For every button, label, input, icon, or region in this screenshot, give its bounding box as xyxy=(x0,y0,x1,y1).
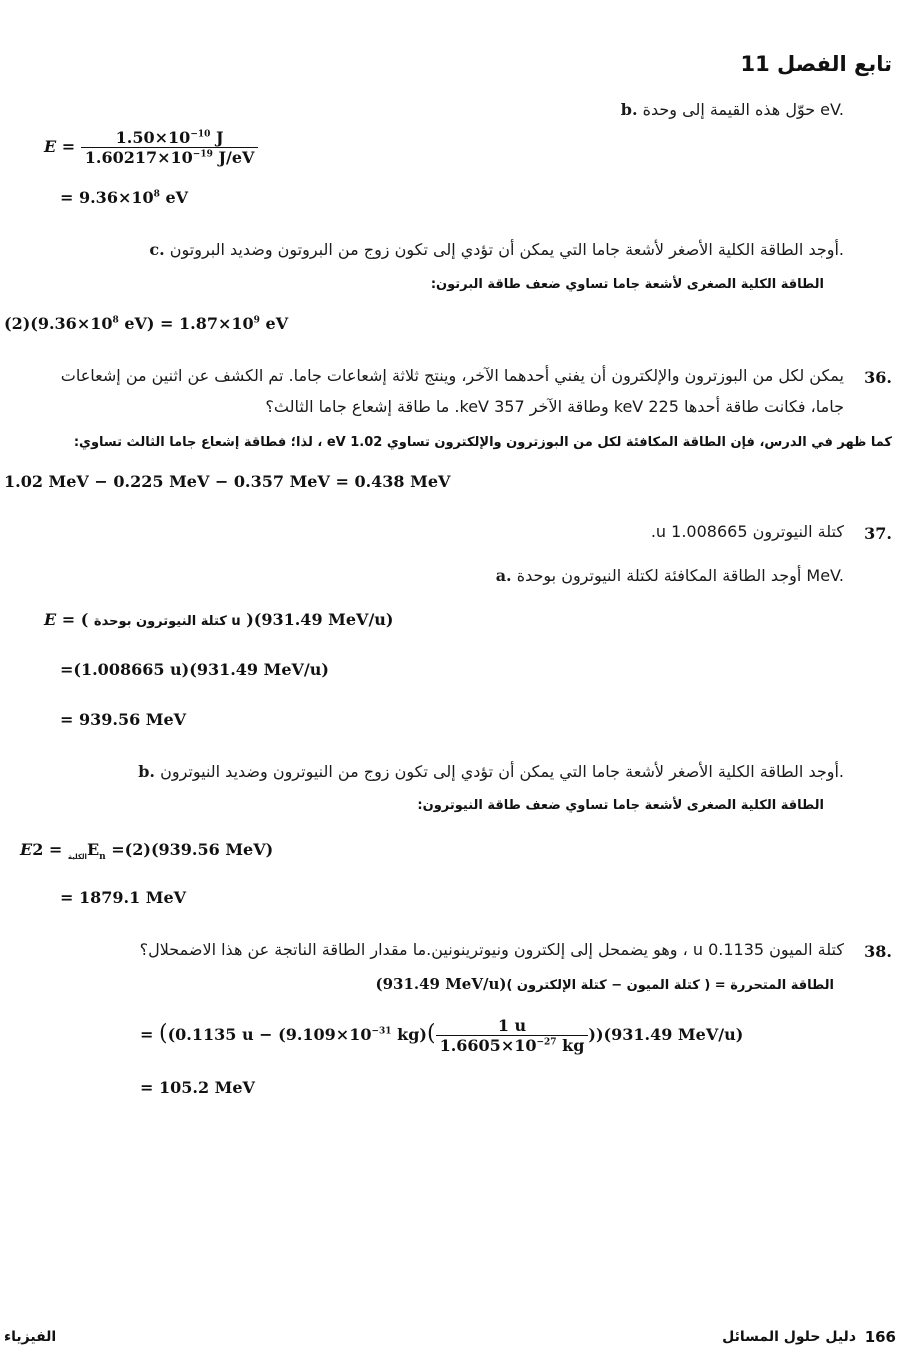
result-neutron-energy: = 939.56 MeV xyxy=(60,710,187,729)
calc-proton-pair: $(2)(9.36\times 10^8$ $eV) = 1.87\times 10^9$ eV xyxy=(4,314,289,333)
result-neutron-pair: = 1879.1 MeV xyxy=(60,888,187,907)
question-b-text: b. حوّل هذه القيمة إلى وحدة eV. xyxy=(620,100,844,119)
answer-note-neutron: الطاقة الكلية الصغرى لأشعة جاما تساوي ضعف طاقة النيوترون: xyxy=(417,798,824,813)
question-36-line2: جاما، فكانت طاقة أحدها 225 keV وطاقة الآخر 357 keV. ما طاقة إشعاع جاما الثالث؟ xyxy=(265,397,844,416)
calc-gamma-third: 1.02 MeV − 0.225 MeV − 0.357 MeV = 0.438 MeV xyxy=(4,472,451,491)
question-37-text: كتلة النيوترون 1.008665 u. xyxy=(650,522,844,541)
equation-energy-conversion: E = $\frac{1.50\times 10^{-10} J}{1.60217\times 10^{-19} J/eV}$ xyxy=(44,128,258,167)
question-38-text: كتلة الميون 0.1135 u ، وهو يضمحل إلى إلكترون ونيوترينونين.ما مقدار الطاقة الناتجة عن هذا الاضمحلال؟ xyxy=(139,940,844,959)
question-36-number: 36. xyxy=(864,368,892,387)
question-37-number: 37. xyxy=(864,524,892,543)
answer-note-proton: الطاقة الكلية الصغرى لأشعة جاما تساوي ضعف طاقة البرتون: xyxy=(430,277,824,292)
footer-book-title: دليل حلول المسائل xyxy=(722,1329,856,1345)
question-c-text: c. أوجد الطاقة الكلية الأصغر لأشعة جاما التي يمكن أن تؤدي إلى تكون زوج من البروتون وضديد البروتون. xyxy=(149,240,844,259)
chapter-title: تابع الفصل 11 xyxy=(740,52,892,76)
footer-subject: الفيزياء xyxy=(4,1329,57,1345)
question-37a-text: a. أوجد الطاقة المكافئة لكتلة النيوترون بوحدة MeV. xyxy=(495,566,844,585)
formula-released-energy: (931.49 MeV/u)الطاقة المتحررة = ( كتلة الميون − كتلة الإلكترون ) xyxy=(375,975,834,993)
question-38-number: 38. xyxy=(864,942,892,961)
equation-neutron-step2: =(1.008665 u)(931.49 MeV/u) xyxy=(60,660,329,679)
question-37b-text: b. أوجد الطاقة الكلية الأصغر لأشعة جاما التي يمكن أن تؤدي إلى تكون زوج من النيوترون وضديد النيوترون. xyxy=(138,762,844,781)
equation-neutron-pair: E $_{الكلية} = 2E_n =(2)(939.56$ MeV) xyxy=(20,840,274,863)
result-muon-decay: = 105.2 MeV xyxy=(140,1078,255,1097)
answer-note-36: كما ظهر في الدرس، فإن الطاقة المكافئة لكل من البوزترون والإلكترون تساوي 1.02 eV ، لذا؛ فطاقة إشعاع جاما الثالث تساوي: xyxy=(73,435,892,450)
question-36-line1: يمكن لكل من البوزترون والإلكترون أن يفني أحدهما الآخر، وينتج ثلاثة إشعاعات جاما. تم الكشف عن اثنين من إشعاعات xyxy=(60,366,844,385)
equation-muon-decay: = ((0.1135 $u - (9.109\times 10^{-31}$ kg)( $\frac{1 u}{1.6605\times 10^{-27} kg}$ ))(931.49 MeV/u) xyxy=(140,1016,744,1055)
equation-neutron-energy: E = ( كتلة النيوترون بوحدة u )(931.49 MeV/u) xyxy=(44,610,394,629)
footer-page-number: 166 xyxy=(864,1328,896,1346)
result-energy-ev: = $9.36\times 10^8$ eV xyxy=(60,188,189,207)
